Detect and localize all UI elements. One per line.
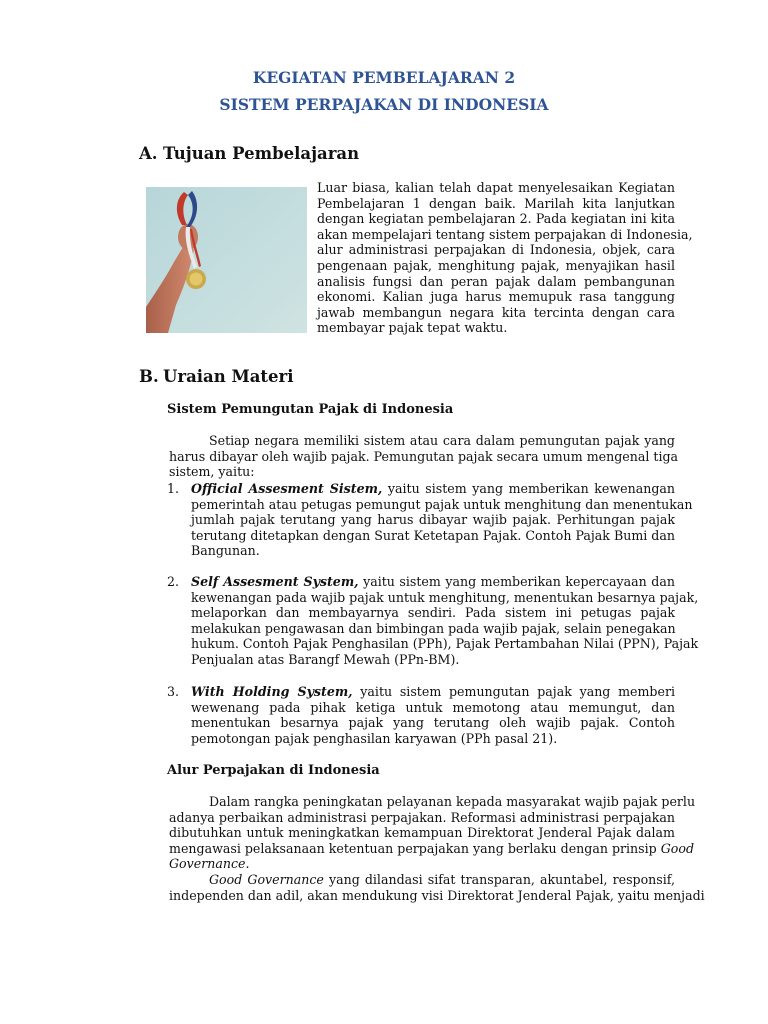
paragraph-line: [191, 574, 675, 590]
paragraph-line: [169, 840, 695, 857]
paragraph-line: pemotongan pajak penghasilan karyawan (PPh pasal 21).: [191, 730, 558, 746]
paragraph-line: pengenaan pajak, menghitung pajak, menyajikan hasil: [317, 257, 675, 273]
paragraph-line: dibutuhkan untuk meningkatkan kemampuan Direktorat Jenderal Pajak dalam: [169, 825, 675, 841]
line-text: yaitu sistem yang memberikan kepercayaan dan: [358, 574, 675, 589]
paragraph-line: membayar pajak tepat waktu.: [317, 320, 508, 336]
paragraph-line: Dalam rangka peningkatan pelayanan kepada masyarakat wajib pajak perlu: [209, 794, 696, 809]
paragraph-line: [169, 856, 675, 872]
paragraph-line: jumlah pajak terutang yang harus dibayar wajib pajak. Perhitungan pajak: [191, 512, 675, 528]
paragraph-line: sistem, yaitu:: [169, 464, 255, 480]
section-a-heading: [139, 144, 359, 163]
paragraph-line: pemerintah atau petugas pemungut pajak untuk menghitung dan menentukan: [191, 496, 693, 512]
paragraph-line: hukum. Contoh Pajak Penghasilan (PPh), Pajak Pertambahan Nilai (PPN), Pajak: [191, 636, 699, 652]
module-title: KEGIATAN PEMBELAJARAN 2: [252, 68, 516, 87]
term-self: Self Assesment System,: [191, 574, 359, 589]
paragraph-line: wewenang pada pihak ketiga untuk memotong atau memungut, dan: [191, 699, 675, 715]
alur-paragraph: [169, 794, 705, 903]
line-text: yaitu sistem yang memberikan kewenangan: [382, 481, 676, 496]
paragraph-line: Pembelajaran 1 dengan baik. Marilah kita lanjutkan: [317, 195, 675, 211]
paragraph-line: Setiap negara memiliki sistem atau cara dalam pemungutan pajak yang: [209, 433, 675, 448]
paragraph-line: Luar biasa, kalian telah dapat menyelesaikan Kegiatan: [317, 180, 675, 195]
paragraph-line: dengan kegiatan pembelajaran 2. Pada kegiatan ini kita: [317, 211, 675, 227]
subheading-pemungutan: Sistem Pemungutan Pajak di Indonesia: [167, 402, 454, 417]
section-a-paragraph: [317, 180, 693, 336]
paragraph-line: kewenangan pada wajib pajak untuk menghitung, menentukan besarnya pajak,: [191, 589, 699, 605]
line-text: mengawasi pelaksanaan ketentuan perpajakan yang berlaku dengan prinsip: [169, 840, 657, 856]
list-number: 3.: [167, 684, 180, 699]
good-governance-term: Governance.: [169, 856, 250, 872]
good-governance-term: Good: [660, 840, 695, 856]
line-text: yang dilandasi sifat transparan, akuntabel, responsif,: [323, 871, 675, 887]
paragraph-line: jawab membangun negara kita tercinta dengan cara: [317, 304, 675, 320]
paragraph-line: alur administrasi perpajakan di Indonesia, objek, cara: [317, 242, 675, 258]
module-subtitle: SISTEM PERPAJAKAN DI INDONESIA: [219, 95, 549, 114]
subheading-alur: Alur Perpajakan di Indonesia: [167, 763, 380, 778]
paragraph-line: harus dibayar oleh wajib pajak. Pemungutan pajak secara umum mengenal tiga: [169, 448, 679, 464]
medal-photo: [146, 187, 307, 333]
paragraph-line: melakukan pengawasan dan bimbingan pada wajib pajak, selain penegakan: [191, 620, 676, 636]
paragraph-line: [191, 481, 675, 497]
good-governance-term: Good Governance: [209, 871, 324, 887]
term-withholding: With Holding System,: [191, 684, 353, 699]
list-item: [191, 574, 699, 668]
list-item: [191, 684, 675, 746]
section-b-title: Uraian Materi: [163, 367, 294, 386]
paragraph-line: ekonomi. Kalian juga harus memupuk rasa tanggung: [317, 289, 675, 305]
section-b-number: B.: [139, 367, 159, 386]
paragraph-line: adanya perbaikan administrasi perpajakan. Reformasi administrasi perpajakan: [169, 809, 675, 825]
paragraph-line: independen dan adil, akan mendukung visi Direktorat Jenderal Pajak, yaitu menjadi: [169, 887, 705, 903]
paragraph-line: Penjualan atas Barangf Mewah (PPn-BM).: [191, 651, 460, 667]
section-b-heading: [139, 367, 294, 386]
paragraph-line: [191, 684, 675, 700]
intro-paragraph: [169, 433, 679, 480]
list-number: 2.: [167, 574, 180, 589]
paragraph-line: menentukan besarnya pajak yang terutang oleh wajib pajak. Contoh: [191, 715, 675, 731]
paragraph-line: [169, 872, 675, 888]
list-item: [191, 481, 693, 559]
line-text: yaitu sistem pemungutan pajak yang memberi: [352, 684, 675, 699]
paragraph-line: Bangunan.: [191, 543, 260, 559]
section-a-number: A.: [139, 144, 158, 163]
term-official: Official Assesment Sistem,: [191, 481, 383, 496]
section-a-title: Tujuan Pembelajaran: [163, 144, 360, 163]
paragraph-line: terutang ditetapkan dengan Surat Ketetapan Pajak. Contoh Pajak Bumi dan: [191, 527, 675, 543]
paragraph-line: analisis fungsi dan peran pajak dalam pembangunan: [317, 273, 675, 289]
paragraph-line: melaporkan dan membayarnya sendiri. Pada sistem ini petugas pajak: [191, 605, 675, 621]
paragraph-line: akan mempelajari tentang sistem perpajakan di Indonesia,: [317, 226, 693, 242]
list-number: 1.: [167, 481, 180, 496]
